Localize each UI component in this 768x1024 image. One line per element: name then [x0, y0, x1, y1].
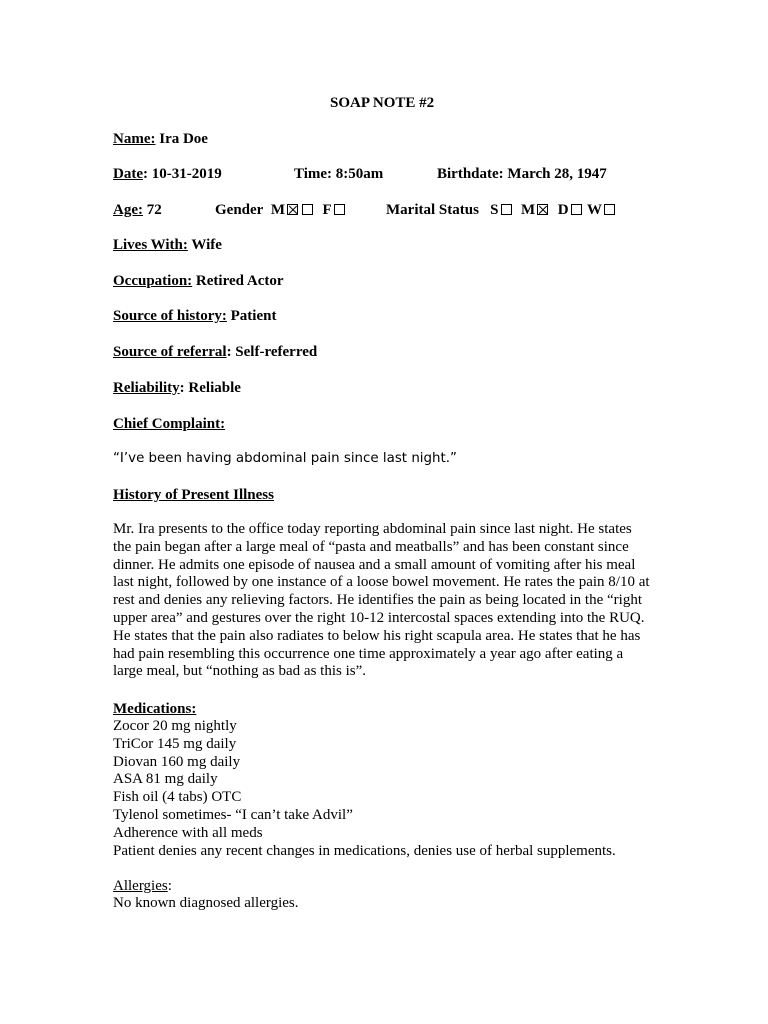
- hpi-heading: [113, 486, 274, 504]
- lives-with-row: [113, 236, 222, 254]
- marital-w-label: W: [587, 202, 603, 218]
- age-gender-marital-row: [113, 201, 603, 219]
- source-history-row: [113, 307, 276, 325]
- source-history-value: Patient: [230, 308, 277, 324]
- time-field: Time: 8:50am: [294, 166, 384, 182]
- document-title: SOAP NOTE #2: [330, 95, 435, 111]
- source-referral-row: [113, 343, 317, 361]
- medication-item: Fish oil (4 tabs) OTC: [113, 789, 242, 806]
- medication-item: ASA 81 mg daily: [113, 771, 218, 788]
- gender-other-checkbox[interactable]: [302, 204, 313, 215]
- allergies-label: Allergies: [113, 878, 168, 894]
- hpi-line: the pain began after a large meal of “pasta and meatballs” and has been constant since: [113, 538, 629, 555]
- date-value: : 10-31-2019: [143, 166, 222, 182]
- hpi-line: dinner. He admits one episode of nausea and a small amount of vomiting after his meal: [113, 556, 636, 573]
- date-row: [113, 165, 607, 183]
- medication-item: Adherence with all meds: [113, 824, 263, 841]
- hpi-line: had pain resembling this occurrence one time approximately a year ago after eating a: [113, 645, 624, 662]
- marital-d-checkbox[interactable]: [571, 204, 582, 215]
- hpi-line: large meal, but “nothing as bad as this is”.: [113, 663, 367, 680]
- gender-label: Gender: [215, 202, 264, 218]
- marital-s-label: S: [490, 202, 499, 218]
- marital-label: Marital Status: [386, 202, 479, 218]
- gender-group: [215, 201, 347, 219]
- name-label: Name:: [113, 131, 156, 147]
- medication-item: Diovan 160 mg daily: [113, 753, 241, 770]
- hpi-line: rest and denies any relieving factors. He identifies the pain as being located in the “right: [113, 592, 642, 609]
- date-label: Date: [113, 166, 143, 182]
- age-label: Age:: [113, 202, 143, 218]
- reliability-label: Reliability: [113, 380, 180, 396]
- reliability-value: : Reliable: [179, 380, 241, 396]
- name-value: Ira Doe: [159, 131, 208, 147]
- medication-item: Patient denies any recent changes in medications, denies use of herbal supplements.: [113, 842, 616, 859]
- gender-f-checkbox[interactable]: [334, 204, 345, 215]
- reliability-row: [113, 379, 241, 397]
- marital-m-checkbox[interactable]: [537, 204, 548, 215]
- chief-complaint-heading: [113, 415, 225, 433]
- allergies-colon: :: [167, 878, 172, 894]
- occupation-row: [113, 272, 284, 290]
- gender-m-label: M: [270, 202, 285, 218]
- hpi-paragraph: [113, 521, 658, 681]
- source-referral-label: Source of referral: [113, 344, 227, 360]
- hpi-line: He states that the pain also radiates to below his right scapula area. He states that he has: [113, 627, 641, 644]
- name-row: [113, 130, 208, 148]
- source-referral-value: : Self-referred: [226, 344, 318, 360]
- lives-with-value: Wife: [191, 237, 222, 253]
- source-history-label: Source of history:: [113, 308, 227, 324]
- hpi-line: Mr. Ira presents to the office today reporting abdominal pain since last night. He states: [113, 521, 632, 537]
- age-value: 72: [146, 202, 162, 218]
- marital-m-label: M: [521, 202, 536, 218]
- hpi-line: last night, followed by one instance of a loose bowel movement. He rates the pain 8/10 at: [113, 574, 650, 591]
- marital-group: [386, 201, 617, 219]
- occupation-label: Occupation:: [113, 273, 193, 289]
- medications-label: Medications:: [113, 701, 197, 717]
- chief-complaint-label: Chief Complaint:: [113, 416, 226, 432]
- birthdate-field: Birthdate: March 28, 1947: [437, 166, 607, 182]
- hpi-label: History of Present Illness: [113, 487, 274, 503]
- lives-with-label: Lives With:: [113, 237, 188, 253]
- hpi-line: upper area” and gestures over the right 10-12 intercostal spaces extending into the RUQ.: [113, 609, 645, 626]
- marital-s-checkbox[interactable]: [501, 204, 512, 215]
- allergies-value: No known diagnosed allergies.: [113, 895, 299, 911]
- gender-m-checkbox[interactable]: [287, 204, 298, 215]
- marital-w-checkbox[interactable]: [604, 204, 615, 215]
- chief-complaint-quote: “I’ve been having abdominal pain since last night.”: [113, 451, 457, 466]
- medication-item: Zocor 20 mg nightly: [113, 718, 237, 734]
- allergies-heading: [113, 877, 172, 895]
- medications-list: [113, 718, 616, 860]
- medication-item: TriCor 145 mg daily: [113, 735, 237, 752]
- gender-f-label: F: [322, 202, 332, 218]
- marital-d-label: D: [557, 202, 569, 218]
- medications-heading: [113, 700, 196, 718]
- occupation-value: Retired Actor: [195, 273, 284, 289]
- medication-item: Tylenol sometimes- “I can’t take Advil”: [113, 806, 353, 823]
